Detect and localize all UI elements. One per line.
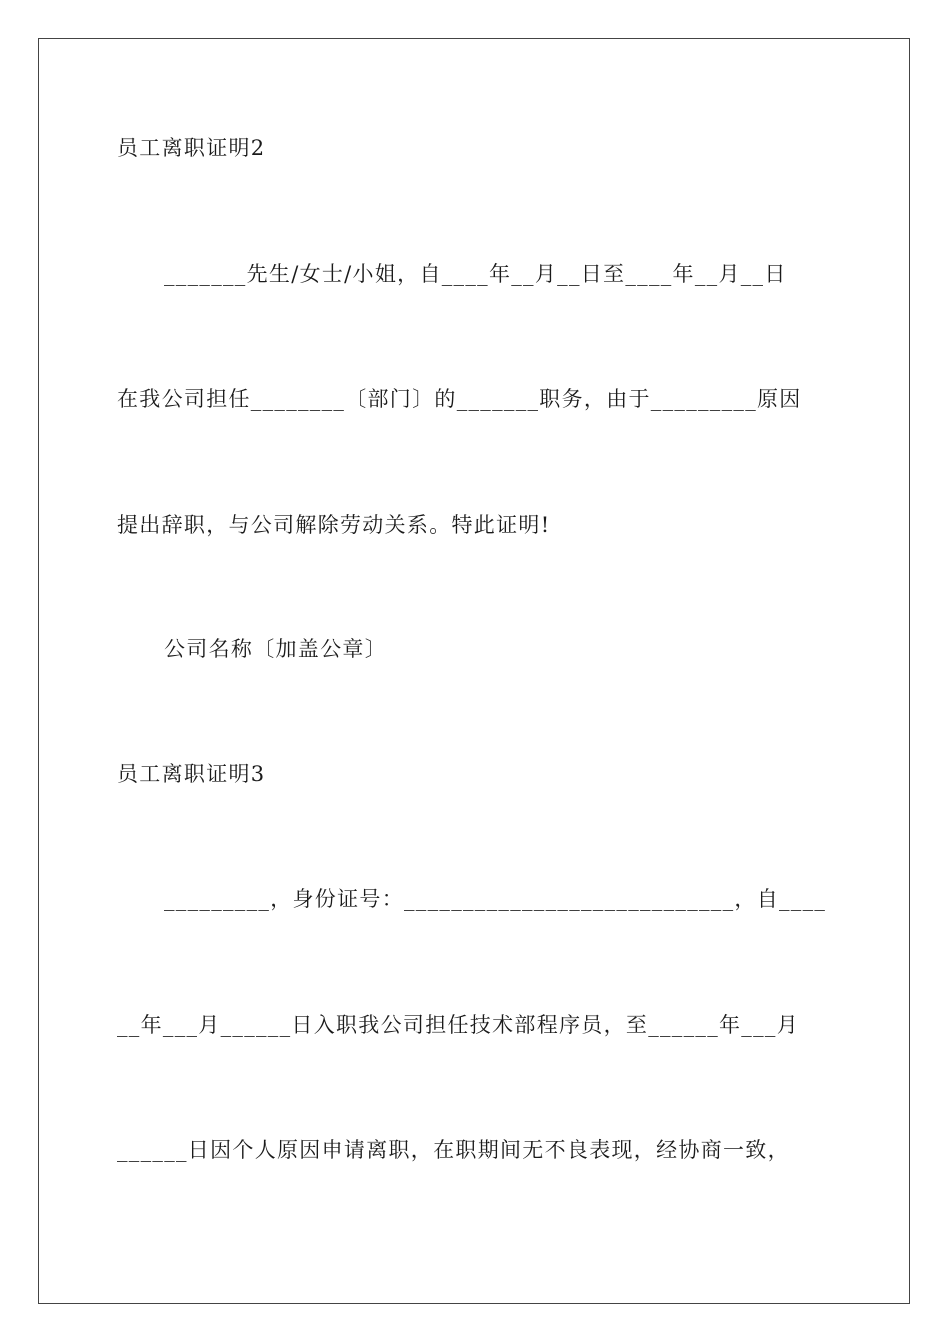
body-line: 在我公司担任________〔部门〕的_______职务，由于_________原因 xyxy=(117,387,802,411)
section-title-2: 员工离职证明2 xyxy=(117,136,266,160)
body-line: _______先生/女士/小姐，自____年__月__日至____年__月__日 xyxy=(164,262,787,286)
section-title-3: 员工离职证明3 xyxy=(117,762,266,786)
body-line: 提出辞职，与公司解除劳动关系。特此证明! xyxy=(117,513,551,537)
company-seal-line: 公司名称〔加盖公章〕 xyxy=(164,637,387,661)
body-line: ______日因个人原因申请离职，在职期间无不良表现，经协商一致， xyxy=(117,1138,790,1162)
page-frame xyxy=(38,38,910,1304)
body-line: _________，身份证号：____________________________，自____ xyxy=(164,887,827,911)
body-line: __年___月______日入职我公司担任技术部程序员，至______年___月 xyxy=(117,1013,799,1037)
